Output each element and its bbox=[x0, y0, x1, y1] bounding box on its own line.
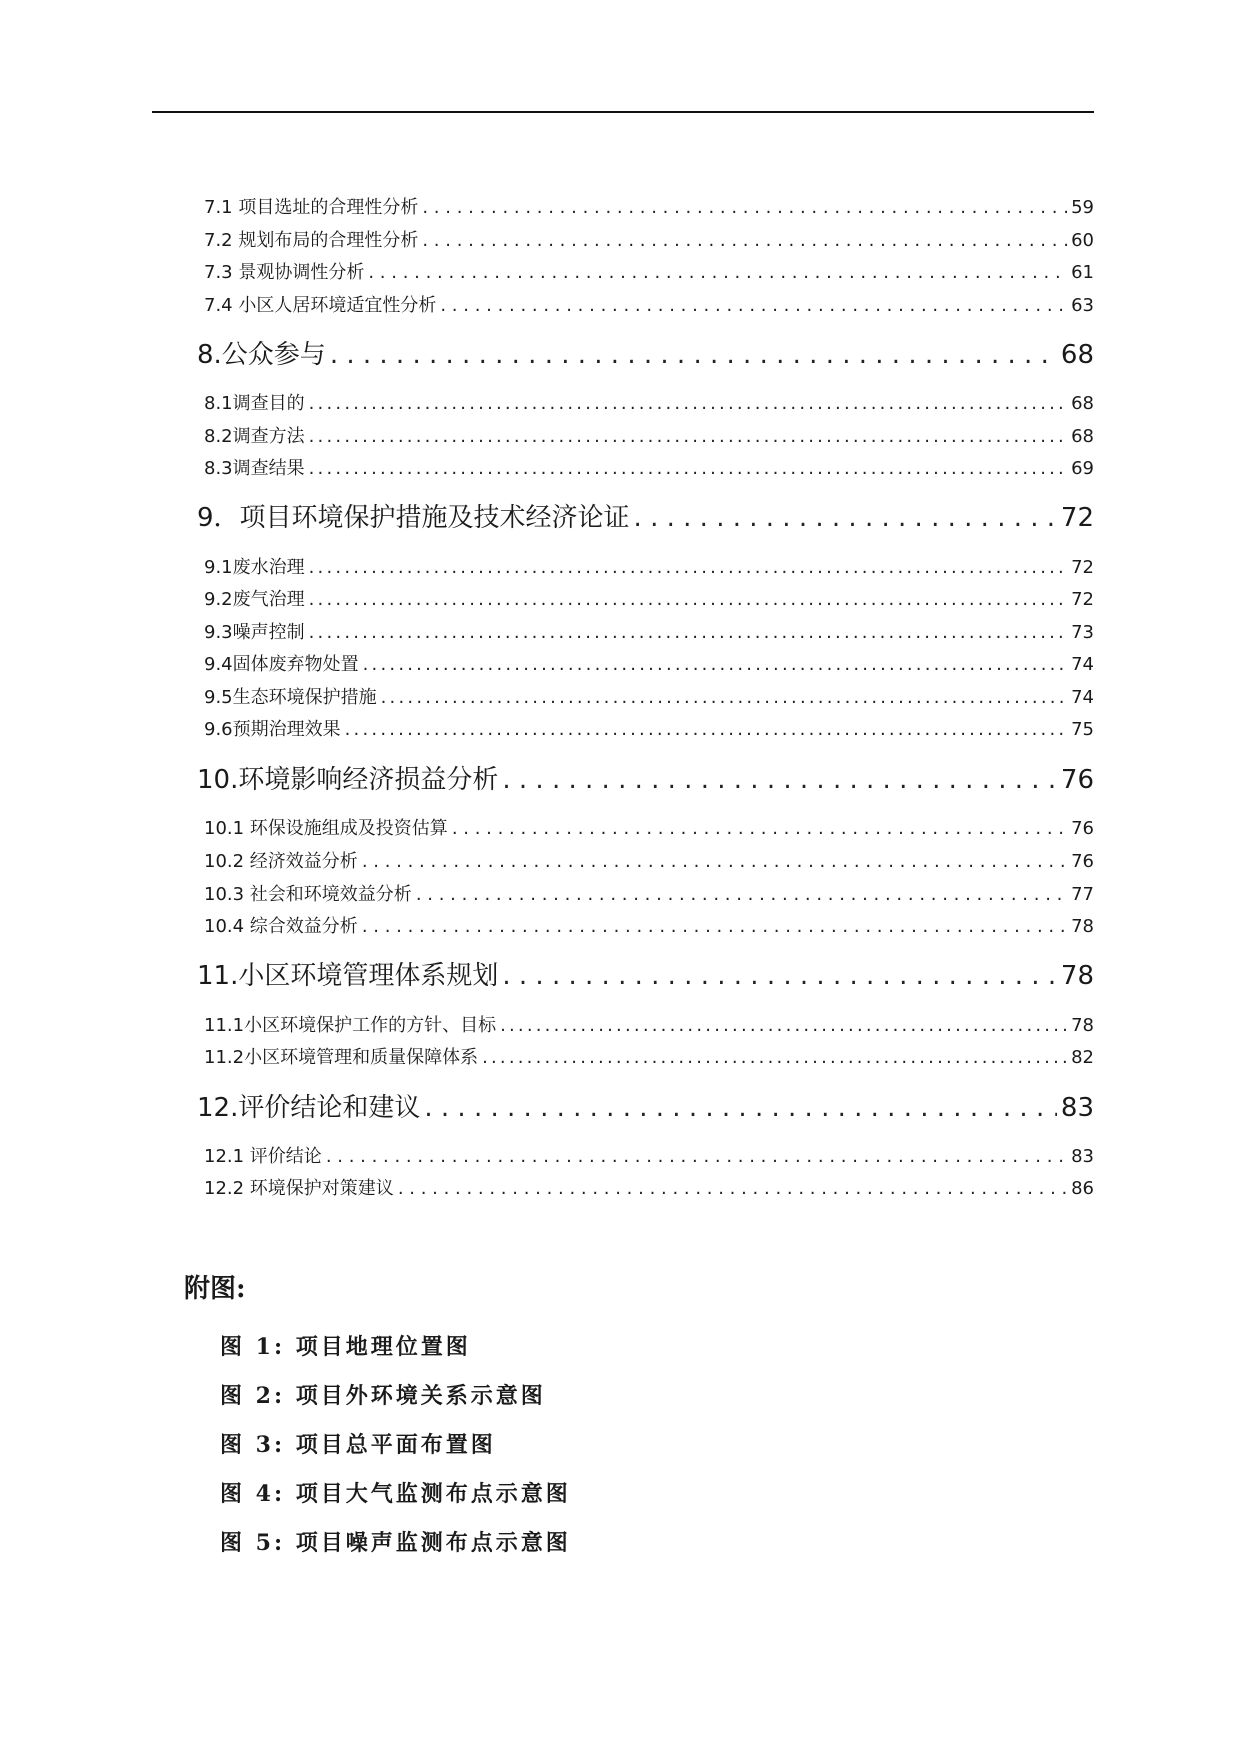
toc-chapter-page: 76 bbox=[1060, 765, 1094, 795]
toc-entry-page: 60 bbox=[1071, 230, 1094, 251]
toc-entry-page: 76 bbox=[1071, 818, 1094, 839]
toc-entry-page: 78 bbox=[1071, 916, 1094, 937]
toc-leader-dots bbox=[330, 340, 1057, 370]
toc-leader-dots bbox=[422, 230, 1067, 251]
toc-chapter-page: 83 bbox=[1060, 1093, 1094, 1123]
toc-entry-page: 72 bbox=[1071, 589, 1094, 610]
toc-entry-page: 83 bbox=[1071, 1146, 1094, 1167]
toc-entry-page: 68 bbox=[1071, 426, 1094, 447]
toc-entry-page: 68 bbox=[1071, 393, 1094, 414]
toc-leader-dots bbox=[502, 765, 1057, 795]
toc-entry-label: 11.2小区环境管理和质量保障体系 bbox=[204, 1047, 479, 1068]
toc-entry-label: 8.1调查目的 bbox=[204, 393, 305, 414]
toc-leader-dots bbox=[309, 622, 1067, 643]
toc-entry[interactable] bbox=[204, 422, 1094, 448]
toc-entry-label: 8.2调查方法 bbox=[204, 426, 305, 447]
toc-entry-label: 7.2 规划布局的合理性分析 bbox=[204, 230, 419, 251]
toc-entry[interactable] bbox=[204, 814, 1094, 840]
toc-chapter-label: 11.小区环境管理体系规划 bbox=[197, 961, 499, 991]
toc-entry[interactable] bbox=[204, 226, 1094, 252]
toc-entry[interactable] bbox=[204, 1142, 1094, 1168]
toc-entry-page: 72 bbox=[1071, 557, 1094, 578]
toc-entry-page: 63 bbox=[1071, 295, 1094, 316]
toc-leader-dots bbox=[452, 818, 1067, 839]
toc-entry[interactable] bbox=[204, 553, 1094, 579]
appendix-figure-item[interactable]: 图 2: 项目外环境关系示意图 bbox=[220, 1383, 546, 1409]
toc-chapter-page: 72 bbox=[1060, 503, 1094, 533]
toc-entry-label: 9.5生态环境保护措施 bbox=[204, 687, 377, 708]
toc-entry-label: 9.4固体废弃物处置 bbox=[204, 654, 359, 675]
toc-leader-dots bbox=[309, 393, 1067, 414]
toc-leader-dots bbox=[309, 589, 1067, 610]
toc-leader-dots bbox=[398, 1178, 1067, 1199]
toc-entry-page: 82 bbox=[1071, 1047, 1094, 1068]
toc-entry-page: 61 bbox=[1071, 262, 1094, 283]
toc-entry[interactable] bbox=[204, 650, 1094, 676]
toc-entry-label: 9.1废水治理 bbox=[204, 557, 305, 578]
toc-entry-page: 74 bbox=[1071, 687, 1094, 708]
toc-entry[interactable] bbox=[204, 258, 1094, 284]
toc-entry[interactable] bbox=[204, 912, 1094, 938]
toc-leader-dots bbox=[326, 1146, 1067, 1167]
toc-entry[interactable] bbox=[204, 1043, 1094, 1069]
appendix-figure-item[interactable]: 图 1: 项目地理位置图 bbox=[220, 1334, 471, 1360]
toc-chapter[interactable] bbox=[197, 497, 1094, 537]
toc-leader-dots bbox=[416, 884, 1067, 905]
toc-entry-page: 78 bbox=[1071, 1015, 1094, 1036]
toc-entry-label: 7.1 项目选址的合理性分析 bbox=[204, 197, 419, 218]
toc-chapter-page: 78 bbox=[1060, 961, 1094, 991]
appendix-figure-item[interactable]: 图 5: 项目噪声监测布点示意图 bbox=[220, 1530, 571, 1556]
toc-entry[interactable] bbox=[204, 715, 1094, 741]
toc-entry-label: 12.2 环境保护对策建议 bbox=[204, 1178, 394, 1199]
toc-leader-dots bbox=[309, 557, 1067, 578]
toc-entry-label: 10.4 综合效益分析 bbox=[204, 916, 358, 937]
toc-chapter-label: 10.环境影响经济损益分析 bbox=[197, 765, 499, 795]
toc-leader-dots bbox=[482, 1047, 1067, 1068]
toc-entry-label: 7.4 小区人居环境适宜性分析 bbox=[204, 295, 437, 316]
toc-leader-dots bbox=[309, 458, 1067, 479]
toc-chapter-label: 12.评价结论和建议 bbox=[197, 1093, 421, 1123]
toc-chapter-page: 68 bbox=[1060, 340, 1094, 370]
toc-leader-dots bbox=[362, 851, 1067, 872]
toc-entry[interactable] bbox=[204, 193, 1094, 219]
toc-entry-page: 77 bbox=[1071, 884, 1094, 905]
toc-leader-dots bbox=[381, 687, 1067, 708]
toc-entry[interactable] bbox=[204, 880, 1094, 906]
toc-entry-page: 74 bbox=[1071, 654, 1094, 675]
toc-entry-label: 10.2 经济效益分析 bbox=[204, 851, 358, 872]
toc-chapter-label: 8.公众参与 bbox=[197, 340, 326, 370]
toc-chapter[interactable] bbox=[197, 334, 1094, 374]
toc-leader-dots bbox=[422, 197, 1067, 218]
toc-entry[interactable] bbox=[204, 454, 1094, 480]
toc-entry[interactable] bbox=[204, 1174, 1094, 1200]
toc-entry-label: 9.6预期治理效果 bbox=[204, 719, 341, 740]
toc-leader-dots bbox=[440, 295, 1067, 316]
toc-entry-page: 76 bbox=[1071, 851, 1094, 872]
toc-leader-dots bbox=[634, 503, 1057, 533]
toc-entry[interactable] bbox=[204, 389, 1094, 415]
toc-chapter[interactable] bbox=[197, 1087, 1094, 1127]
toc-chapter[interactable] bbox=[197, 955, 1094, 995]
toc-leader-dots bbox=[363, 654, 1067, 675]
toc-entry-page: 69 bbox=[1071, 458, 1094, 479]
toc-leader-dots bbox=[424, 1093, 1057, 1123]
toc-entry-label: 11.1小区环境保护工作的方针、目标 bbox=[204, 1015, 497, 1036]
toc-entry-label: 10.3 社会和环境效益分析 bbox=[204, 884, 412, 905]
toc-leader-dots bbox=[502, 961, 1057, 991]
toc-chapter[interactable] bbox=[197, 759, 1094, 799]
toc-entry-page: 86 bbox=[1071, 1178, 1094, 1199]
toc-entry-page: 75 bbox=[1071, 719, 1094, 740]
toc-entry-page: 59 bbox=[1071, 197, 1094, 218]
toc-entry[interactable] bbox=[204, 291, 1094, 317]
toc-entry-label: 10.1 环保设施组成及投资估算 bbox=[204, 818, 448, 839]
toc-entry-label: 9.2废气治理 bbox=[204, 589, 305, 610]
appendix-figure-item[interactable]: 图 3: 项目总平面布置图 bbox=[220, 1432, 496, 1458]
appendix-figure-item[interactable]: 图 4: 项目大气监测布点示意图 bbox=[220, 1481, 571, 1507]
toc-entry[interactable] bbox=[204, 683, 1094, 709]
toc-entry[interactable] bbox=[204, 585, 1094, 611]
toc-entry[interactable] bbox=[204, 1011, 1094, 1037]
toc-leader-dots bbox=[368, 262, 1067, 283]
toc-entry[interactable] bbox=[204, 618, 1094, 644]
toc-entry-label: 7.3 景观协调性分析 bbox=[204, 262, 365, 283]
toc-entry-page: 73 bbox=[1071, 622, 1094, 643]
toc-leader-dots bbox=[309, 426, 1067, 447]
toc-chapter-label: 9．项目环境保护措施及技术经济论证 bbox=[197, 503, 630, 533]
toc-entry[interactable] bbox=[204, 847, 1094, 873]
toc-leader-dots bbox=[500, 1015, 1067, 1036]
toc-entry-label: 12.1 评价结论 bbox=[204, 1146, 322, 1167]
appendix-heading: 附图: bbox=[184, 1274, 246, 1304]
toc-entry-label: 8.3调查结果 bbox=[204, 458, 305, 479]
toc-leader-dots bbox=[345, 719, 1067, 740]
toc-leader-dots bbox=[362, 916, 1067, 937]
toc-entry-label: 9.3噪声控制 bbox=[204, 622, 305, 643]
